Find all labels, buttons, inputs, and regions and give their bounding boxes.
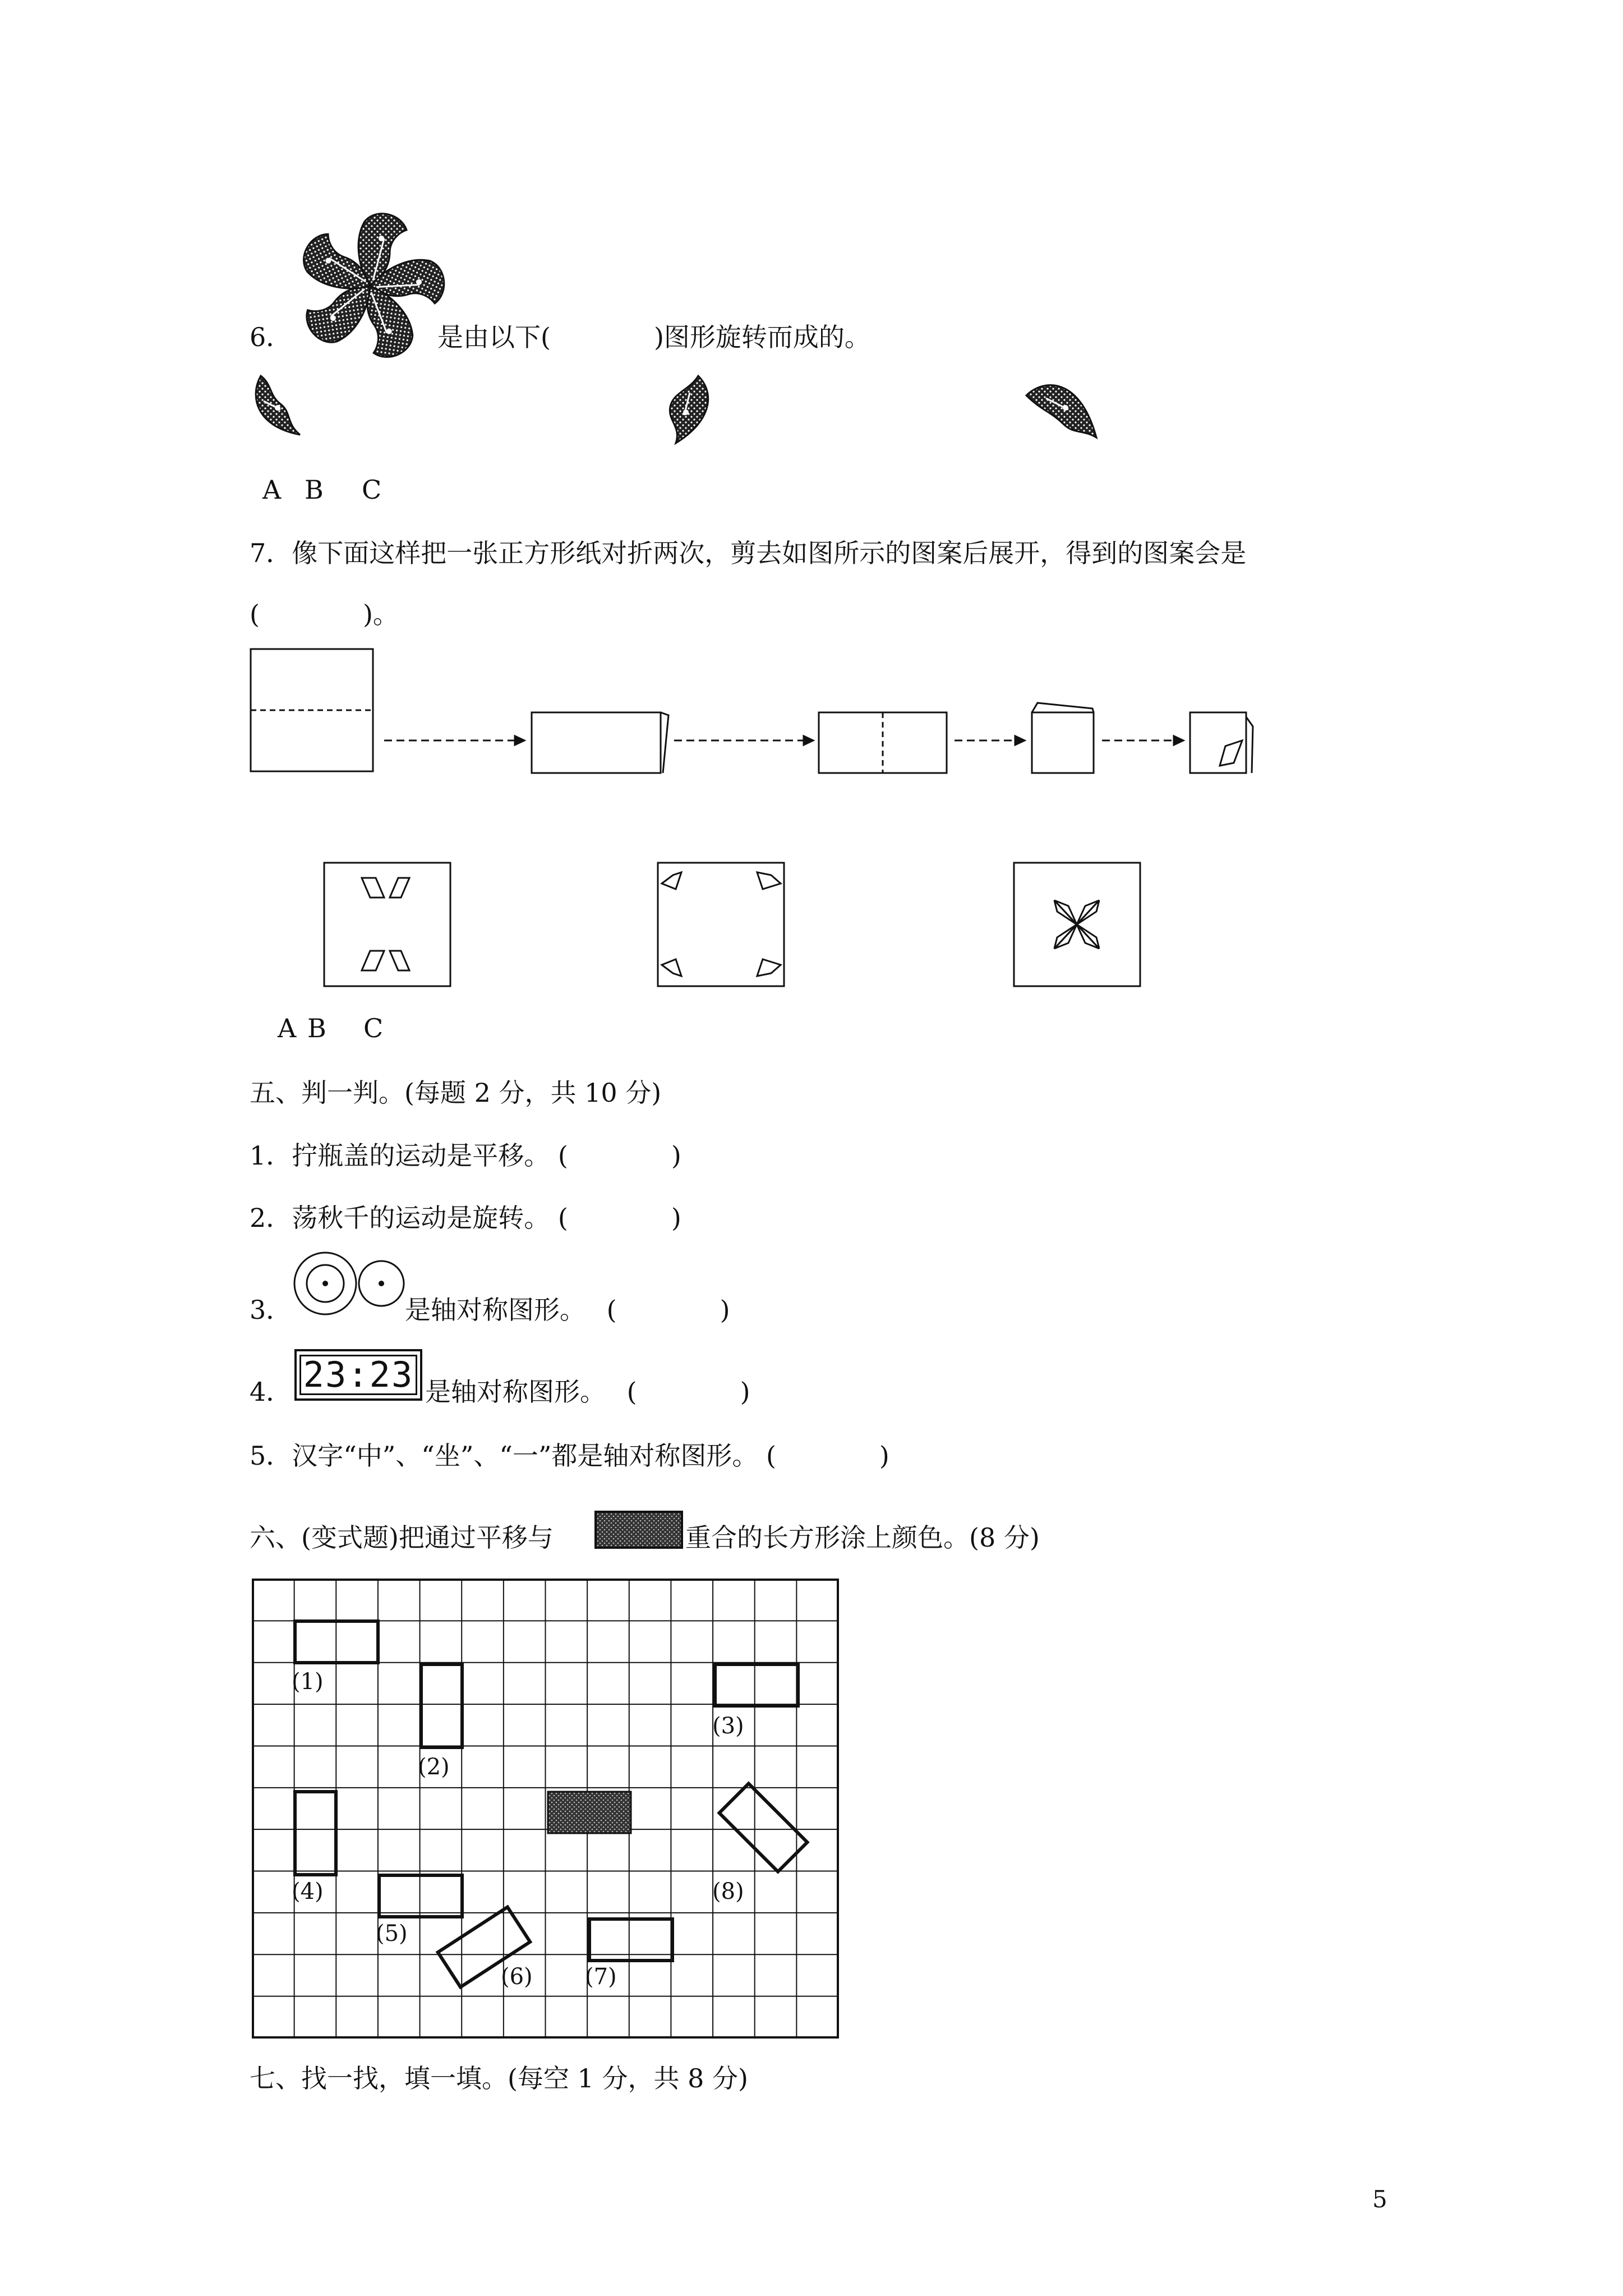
section5-item4-text: 是轴对称图形。 ( ): [425, 1377, 750, 1407]
grid-label-4: (4): [292, 1879, 324, 1904]
section5-title: 五、判一判。(每题 2 分，共 10 分): [250, 1078, 662, 1108]
section5-item4-number: 4．: [250, 1377, 292, 1407]
section6-title-a: 六、(变式题)把通过平移与: [250, 1522, 554, 1553]
page-number: 5: [1372, 2185, 1387, 2213]
folding-steps-diagram: [247, 645, 1267, 785]
rect-2: [421, 1664, 462, 1747]
q7-option-a-figure: [322, 861, 457, 990]
grid-label-1: (1): [292, 1669, 324, 1695]
q7-option-b: B: [307, 1013, 326, 1043]
q7-line1: 7．像下面这样把一张正方形纸对折两次，剪去如图所示的图案后展开，得到的图案会是: [250, 538, 1247, 568]
q7-option-b-figure: [656, 861, 791, 990]
section7-title: 七、找一找，填一填。(每空 1 分，共 8 分): [250, 2063, 748, 2093]
clock-digits: 23:23: [303, 1354, 414, 1395]
petal-option-c: [1023, 376, 1102, 443]
section5-item3-number: 3．: [250, 1295, 292, 1325]
grid-label-7: (7): [585, 1964, 617, 1990]
q7-option-c-figure: [1012, 861, 1147, 990]
grid-label-2: (2): [418, 1754, 450, 1780]
grid-label-6: (6): [501, 1964, 533, 1990]
bauhinia-flower-figure: [289, 208, 451, 365]
q6-option-c: C: [362, 475, 382, 505]
target-rectangle-fill: [597, 1513, 681, 1547]
translation-grid: [252, 1579, 841, 2045]
rect-4: [295, 1792, 336, 1875]
digital-clock-display: [294, 1349, 422, 1401]
q7-option-a: A: [278, 1013, 297, 1043]
grid-label-8: (8): [712, 1879, 744, 1904]
q7-option-c: C: [363, 1013, 384, 1043]
rect-3: [715, 1664, 798, 1706]
section6-title-b: 重合的长方形涂上颜色。(8 分): [685, 1522, 1040, 1553]
q6-option-b: B: [305, 475, 324, 505]
grid-label-5: (5): [376, 1921, 408, 1947]
q6-text: 是由以下( )图形旋转而成的。: [437, 322, 870, 352]
two-circles-figure: [292, 1250, 407, 1317]
q6-option-a: A: [262, 475, 282, 505]
q7-line2: ( )。: [250, 599, 399, 629]
section5-item3-text: 是轴对称图形。 ( ): [405, 1295, 730, 1325]
section5-item1: 1．拧瓶盖的运动是平移。 ( ): [250, 1140, 681, 1171]
petal-option-b: [659, 373, 721, 446]
rect-5: [379, 1875, 462, 1917]
petal-option-a: [247, 373, 314, 440]
section5-item2: 2．荡秋千的运动是旋转。 ( ): [250, 1203, 681, 1233]
grid-label-3: (3): [712, 1713, 744, 1739]
section5-item5: 5．汉字“中”、“坐”、“一”都是轴对称图形。 ( ): [250, 1441, 889, 1471]
rect-8: [720, 1784, 808, 1872]
q6-number: 6．: [250, 322, 292, 352]
